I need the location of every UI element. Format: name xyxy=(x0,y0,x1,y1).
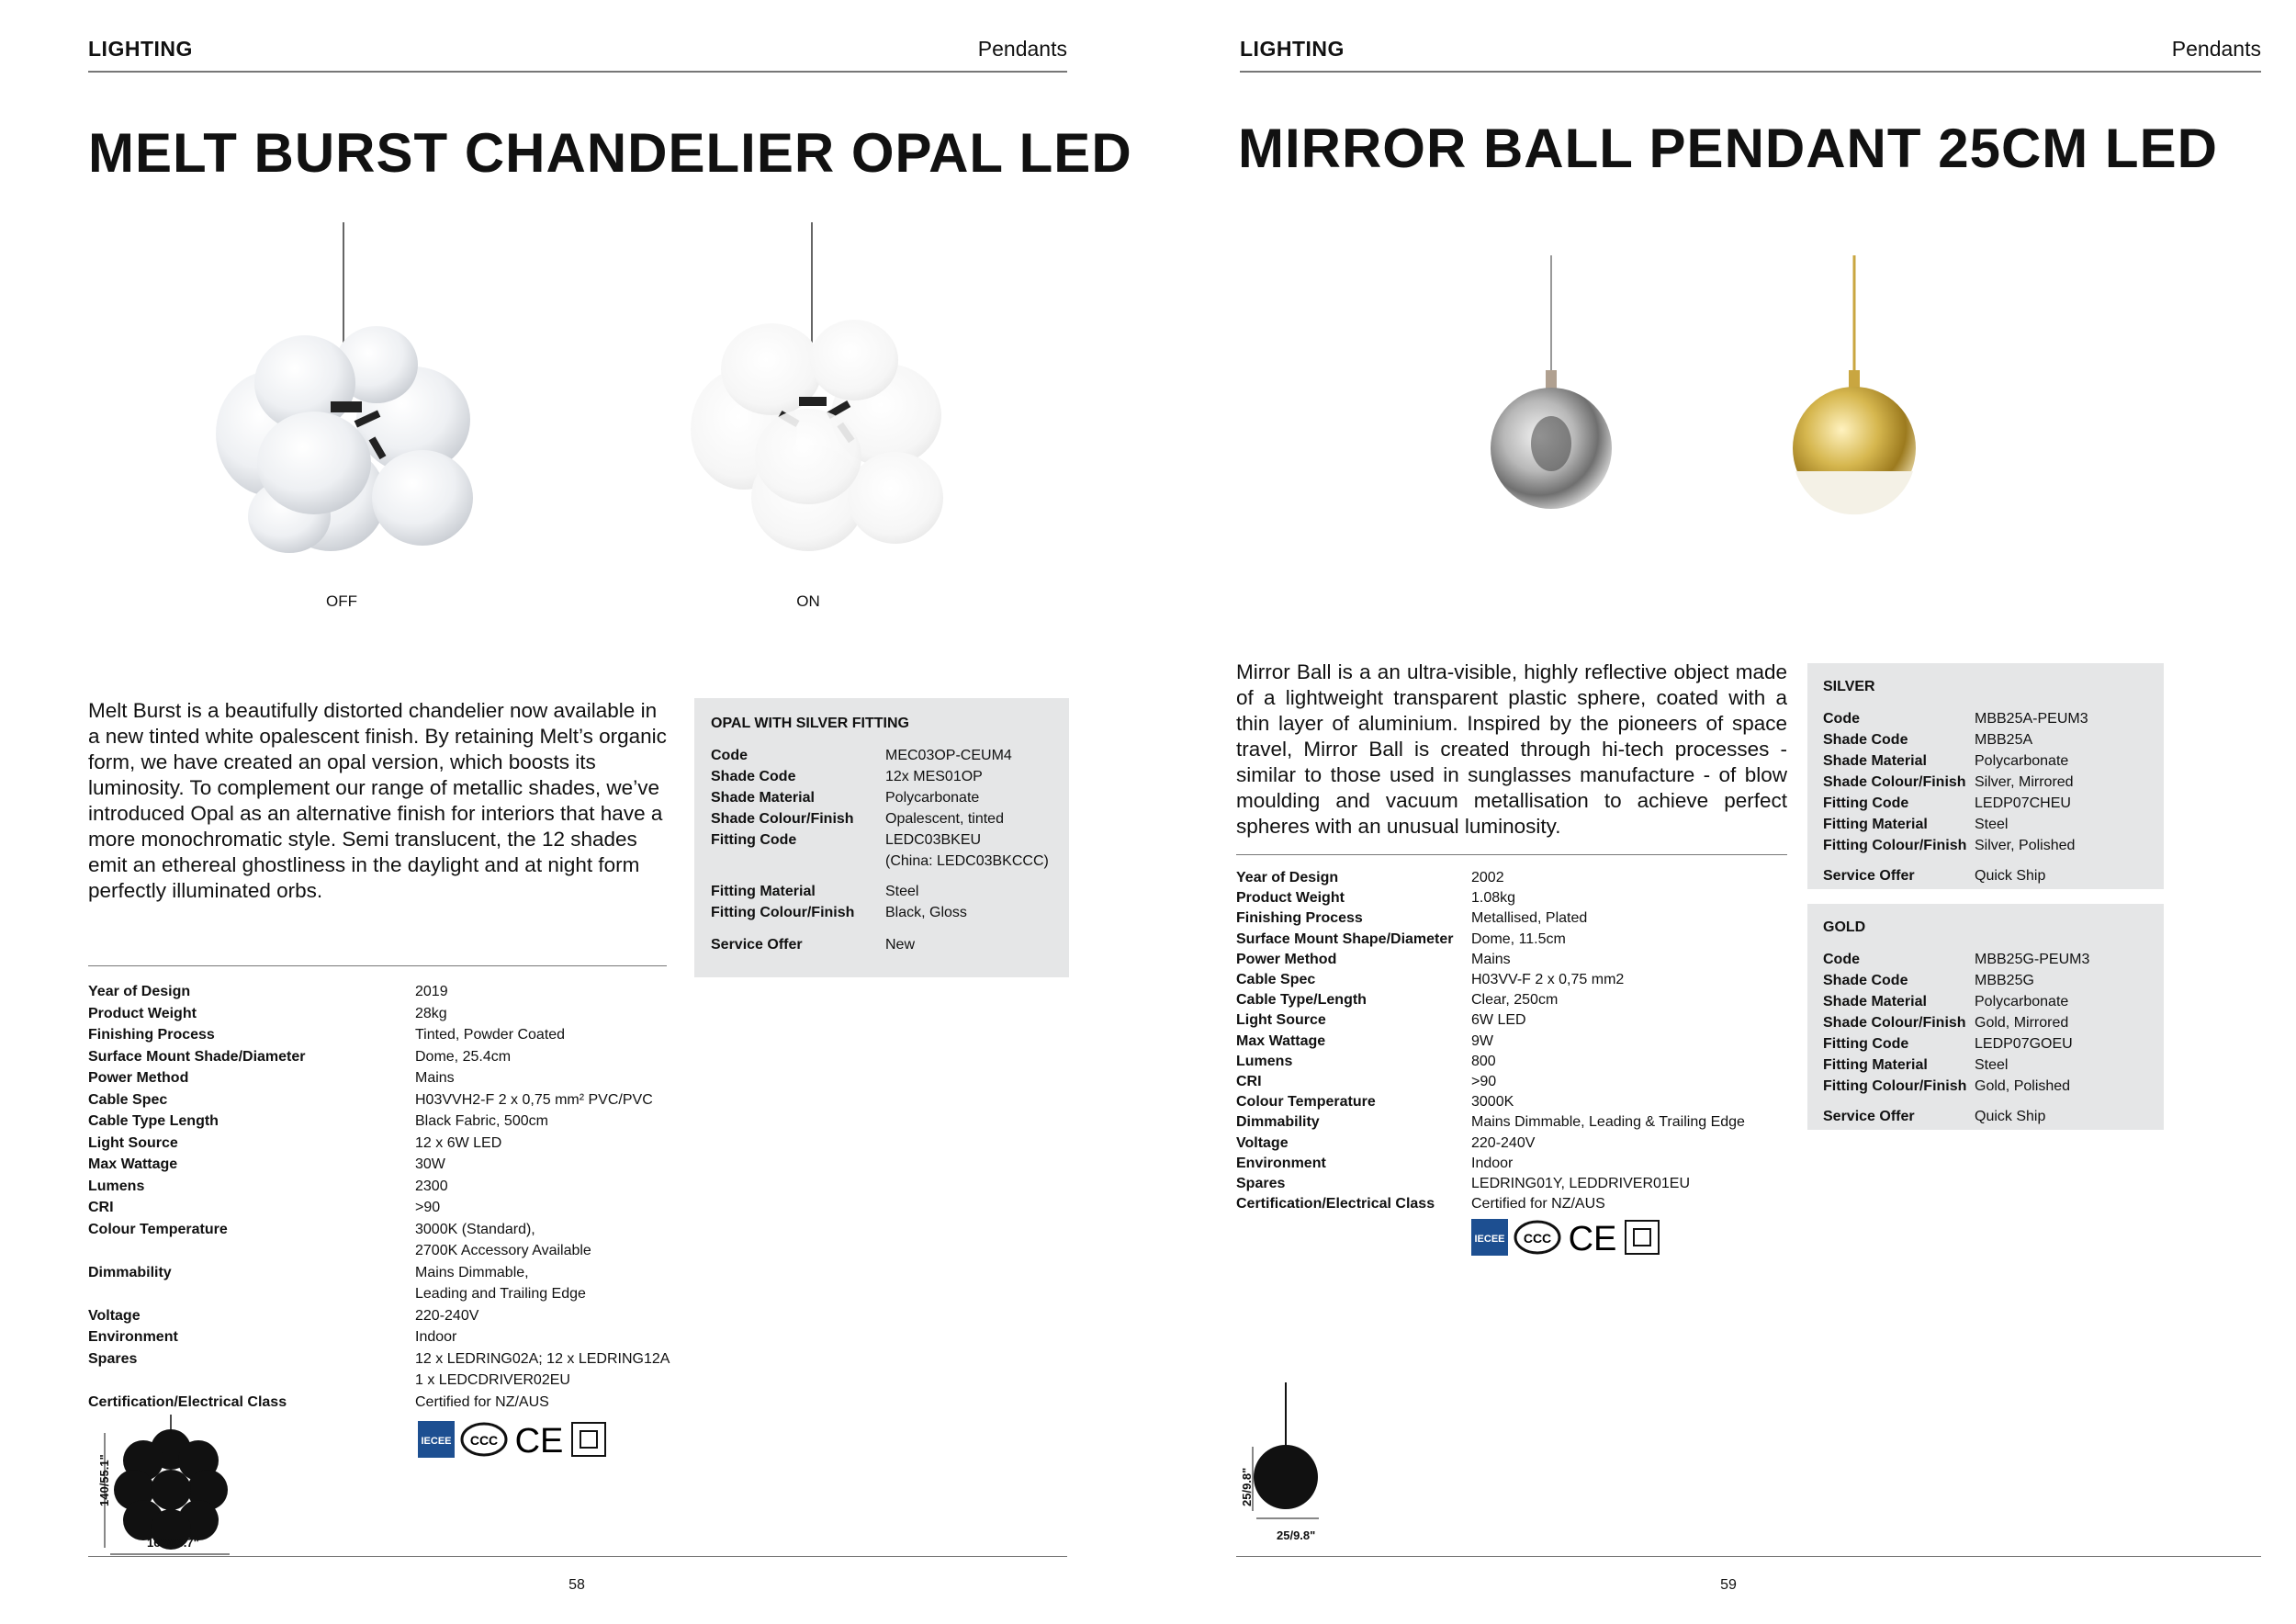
spec-label: Max Wattage xyxy=(1236,1032,1326,1049)
spec-row xyxy=(711,745,1052,766)
spec-value: Opalescent, tinted xyxy=(885,811,1004,827)
spec-label: Fitting Colour/Finish xyxy=(1823,1078,1967,1094)
svg-text:CE: CE xyxy=(1568,1220,1617,1256)
silver-ball-photo xyxy=(1488,255,1616,531)
spec-value: 12x MES01OP xyxy=(885,769,983,784)
spec-label: Cable Type/Length xyxy=(1236,992,1367,1009)
spec-label: Product Weight xyxy=(88,1005,197,1021)
spec-row xyxy=(1823,949,2148,970)
spec-row xyxy=(88,1370,694,1392)
spec-row xyxy=(1823,793,2148,814)
spec-label: Finishing Process xyxy=(88,1027,215,1043)
spec-label: Code xyxy=(1823,952,1860,967)
spec-row xyxy=(1236,1010,1806,1031)
spec-value: 220-240V xyxy=(415,1307,479,1324)
spec-row xyxy=(1823,729,2148,750)
certification-marks xyxy=(1471,1219,1660,1256)
ce-icon xyxy=(1567,1219,1618,1256)
variant-box-opal xyxy=(694,698,1069,977)
spec-row xyxy=(1236,970,1806,990)
spec-row xyxy=(1236,1133,1806,1154)
spec-value: MBB25G-PEUM3 xyxy=(1975,952,2090,967)
iecee-icon xyxy=(418,1421,455,1458)
spec-value: Steel xyxy=(885,884,919,899)
variant-rows xyxy=(1823,708,2148,856)
dimension-height: 25/9.8" xyxy=(1240,1467,1254,1506)
variant-title: OPAL WITH SILVER FITTING xyxy=(711,716,909,731)
spec-row xyxy=(88,1392,694,1414)
spec-label: Fitting Colour/Finish xyxy=(711,905,855,920)
caption-on: ON xyxy=(796,592,820,610)
spec-row xyxy=(88,1133,694,1155)
product-title: MELT BURST CHANDELIER OPAL LED xyxy=(88,122,1132,184)
spec-label xyxy=(88,1370,415,1392)
spec-label: Lumens xyxy=(88,1178,145,1194)
spec-label: Light Source xyxy=(1236,1012,1326,1029)
spec-label: Fitting Material xyxy=(1823,817,1928,832)
variant-title: SILVER xyxy=(1823,679,1875,694)
spec-value: 2002 xyxy=(1471,870,1504,885)
spec-row xyxy=(1823,772,2148,793)
spec-value: Indoor xyxy=(415,1329,457,1345)
spec-value: 12 x LEDRING02A; 12 x LEDRING12A xyxy=(415,1350,670,1367)
spec-value: Polycarbonate xyxy=(1975,994,2069,1009)
spec-row xyxy=(1236,990,1806,1010)
spec-row xyxy=(88,1219,694,1241)
ce-icon xyxy=(513,1421,565,1458)
spec-label: Finishing Process xyxy=(1236,910,1363,927)
spec-value: 220-240V xyxy=(1471,1134,1536,1151)
spec-row xyxy=(88,1305,694,1327)
spec-value: 6W LED xyxy=(1471,1012,1526,1029)
spec-row xyxy=(1823,708,2148,729)
spec-row xyxy=(1823,1076,2148,1097)
category-label: Pendants xyxy=(2171,37,2261,61)
spec-value: 12 x 6W LED xyxy=(415,1134,502,1151)
variant-box-gold xyxy=(1807,904,2164,1130)
section-label: LIGHTING xyxy=(1240,37,1345,61)
spec-value: 3000K (Standard), xyxy=(415,1221,535,1237)
chandelier-on-photo xyxy=(670,222,964,571)
spec-value: >90 xyxy=(1471,1074,1497,1090)
header-rule xyxy=(88,71,1067,73)
dimension-drawing xyxy=(1236,1382,1356,1539)
spec-row xyxy=(1823,750,2148,772)
spec-label: Spares xyxy=(1236,1176,1286,1192)
spec-row xyxy=(1236,1154,1806,1174)
spec-row xyxy=(711,766,1052,787)
spec-value: Polycarbonate xyxy=(885,790,980,806)
spec-label: Fitting Material xyxy=(711,884,816,899)
spec-label: Code xyxy=(1823,711,1860,727)
spec-row xyxy=(88,1089,694,1111)
spec-label: Power Method xyxy=(88,1070,189,1086)
spec-label: Colour Temperature xyxy=(1236,1094,1376,1111)
spec-value: Polycarbonate xyxy=(1975,753,2069,769)
service-offer-label: Service Offer xyxy=(711,937,803,953)
spec-label: Environment xyxy=(1236,1155,1326,1171)
spec-value: LEDP07GOEU xyxy=(1975,1036,2073,1052)
spec-row xyxy=(1823,1033,2148,1054)
spec-value: Steel xyxy=(1975,1057,2009,1073)
spec-label: Certification/Electrical Class xyxy=(1236,1196,1435,1212)
spec-row xyxy=(1823,991,2148,1012)
spec-label: Shade Material xyxy=(711,790,815,806)
service-offer-label: Service Offer xyxy=(1823,868,1915,884)
caption-off: OFF xyxy=(326,592,357,610)
spec-value: LEDRING01Y, LEDDRIVER01EU xyxy=(1471,1176,1691,1192)
spec-label: Light Source xyxy=(88,1134,178,1151)
variant-rows xyxy=(711,745,1052,923)
spec-label: Voltage xyxy=(88,1307,141,1324)
spec-value: 3000K xyxy=(1471,1094,1514,1111)
spec-row xyxy=(88,1067,694,1089)
spec-label: Dimmability xyxy=(88,1264,172,1280)
spec-value: Gold, Mirrored xyxy=(1975,1015,2069,1031)
spec-value: >90 xyxy=(415,1200,441,1215)
page-number: 59 xyxy=(1720,1577,1737,1593)
service-offer-value: Quick Ship xyxy=(1975,868,2046,884)
spec-row xyxy=(711,787,1052,808)
spec-label: Max Wattage xyxy=(88,1156,178,1172)
spec-value: Certified for NZ/AUS xyxy=(1471,1196,1605,1212)
spec-label: Product Weight xyxy=(1236,890,1345,907)
spec-value: Indoor xyxy=(1471,1155,1514,1171)
spec-row xyxy=(711,881,1052,902)
spec-value: LEDC03BKEU xyxy=(885,832,982,848)
svg-text:CE: CE xyxy=(514,1422,564,1458)
spec-row xyxy=(1236,930,1806,950)
class-ii-icon xyxy=(1624,1219,1660,1256)
spec-value: Black, Gloss xyxy=(885,905,967,920)
footer-rule xyxy=(1236,1556,2261,1557)
spec-value: 2700K Accessory Available xyxy=(415,1243,591,1258)
dimension-width: 25/9.8" xyxy=(1277,1528,1316,1542)
service-offer-row xyxy=(1823,865,2148,886)
spec-value: H03VV-F 2 x 0,75 mm2 xyxy=(1471,972,1625,988)
spec-row xyxy=(1236,888,1806,908)
spec-row xyxy=(1823,835,2148,856)
spec-value: H03VVH2-F 2 x 0,75 mm² PVC/PVC xyxy=(415,1091,653,1108)
dimension-width: 162/63.7" xyxy=(147,1536,199,1550)
spec-row xyxy=(1236,1032,1806,1052)
variant-box-silver xyxy=(1807,663,2164,889)
spec-value: Dome, 25.4cm xyxy=(415,1048,512,1065)
spec-row xyxy=(1236,1174,1806,1194)
spec-label: Shade Colour/Finish xyxy=(1823,1015,1966,1031)
service-offer-row xyxy=(711,934,1052,955)
spec-row xyxy=(1823,970,2148,991)
spec-label: Year of Design xyxy=(88,984,191,999)
spec-row xyxy=(88,1024,694,1046)
ccc-icon xyxy=(460,1421,508,1458)
spec-label: Colour Temperature xyxy=(88,1221,228,1237)
spec-label: Spares xyxy=(88,1350,138,1367)
spec-row xyxy=(88,981,694,1003)
right-page xyxy=(1148,0,2296,1624)
spec-row xyxy=(711,902,1052,923)
spec-label: Shade Material xyxy=(1823,753,1927,769)
service-offer-value: New xyxy=(885,937,916,953)
spec-label: Shade Code xyxy=(1823,973,1908,988)
spec-value: 1 x LEDCDRIVER02EU xyxy=(415,1372,570,1388)
spec-value: Mains Dimmable, xyxy=(415,1264,529,1280)
iecee-icon xyxy=(1471,1219,1508,1256)
spec-row xyxy=(88,1154,694,1176)
spec-table xyxy=(88,981,694,1413)
spec-label: Cable Spec xyxy=(1236,972,1316,988)
spec-value: Black Fabric, 500cm xyxy=(415,1113,548,1129)
spec-value: Silver, Polished xyxy=(1975,838,2076,853)
spec-value: Steel xyxy=(1975,817,2009,832)
spec-label: Lumens xyxy=(1236,1053,1293,1069)
svg-text:CCC: CCC xyxy=(469,1433,499,1448)
spec-label: Fitting Code xyxy=(1823,795,1909,811)
spec-value: MBB25G xyxy=(1975,973,2034,988)
header-rule xyxy=(1240,71,2261,73)
spec-value: LEDP07CHEU xyxy=(1975,795,2071,811)
spec-row xyxy=(88,1326,694,1348)
spec-row xyxy=(88,1046,694,1068)
gold-ball-photo xyxy=(1791,255,1919,531)
spec-value: 2300 xyxy=(415,1178,448,1194)
spec-row xyxy=(1236,908,1806,929)
svg-text:IECEE: IECEE xyxy=(1474,1234,1505,1245)
chandelier-off-photo xyxy=(193,222,487,571)
spec-row xyxy=(88,1003,694,1025)
spec-label: Environment xyxy=(88,1329,178,1345)
service-offer-value: Quick Ship xyxy=(1975,1109,2046,1124)
spec-label: Certification/Electrical Class xyxy=(88,1393,287,1410)
spec-value: 800 xyxy=(1471,1053,1496,1069)
spec-value: Certified for NZ/AUS xyxy=(415,1393,549,1410)
spec-value: 2019 xyxy=(415,984,448,999)
spec-label: Fitting Code xyxy=(711,832,797,848)
spec-value: Mains xyxy=(1471,951,1511,967)
spec-row xyxy=(711,829,1052,851)
spec-value: Mains xyxy=(415,1070,455,1086)
page-number: 58 xyxy=(568,1577,585,1593)
spec-row xyxy=(1236,950,1806,970)
spec-value: Gold, Polished xyxy=(1975,1078,2071,1094)
spec-row xyxy=(88,1348,694,1370)
ccc-icon xyxy=(1514,1219,1561,1256)
svg-text:IECEE: IECEE xyxy=(421,1436,452,1447)
spec-value: Metallised, Plated xyxy=(1471,910,1588,927)
service-offer-label: Service Offer xyxy=(1823,1109,1915,1124)
variant-title: GOLD xyxy=(1823,919,1866,935)
class-ii-icon xyxy=(570,1421,607,1458)
spec-row xyxy=(88,1283,694,1305)
spec-label: CRI xyxy=(88,1200,114,1215)
spec-label: Cable Type Length xyxy=(88,1113,219,1129)
spec-label: CRI xyxy=(1236,1074,1262,1090)
spec-row xyxy=(1236,1072,1806,1092)
spec-value: MBB25A-PEUM3 xyxy=(1975,711,2088,727)
footer-rule xyxy=(88,1556,1067,1557)
spec-row xyxy=(1823,814,2148,835)
spec-value: MEC03OP-CEUM4 xyxy=(885,748,1012,763)
spec-value: MBB25A xyxy=(1975,732,2033,748)
spec-row xyxy=(1823,1054,2148,1076)
description-rule xyxy=(1236,854,1787,855)
spec-label xyxy=(711,851,885,872)
service-offer-row xyxy=(1823,1106,2148,1127)
spec-row xyxy=(711,808,1052,829)
spec-value: 30W xyxy=(415,1156,445,1172)
spec-label: Surface Mount Shade/Diameter xyxy=(88,1048,306,1065)
spec-label: Power Method xyxy=(1236,951,1337,967)
spec-value: 9W xyxy=(1471,1032,1493,1049)
product-description: Melt Burst is a beautifully distorted chandelier now available in a new tinted white opalescent finish. By retaining Melt’s organic form, we have created an opal version, which boosts its luminosity. To complement our range of metallic shades, we’ve introduced Opal as an alternative finish for interiors that have a more monochromatic style. Semi translucent, the 12 shades emit an ethereal ghostliness in the daylight and at night form perfectly illuminated orbs. xyxy=(88,699,667,902)
spec-label: Dimmability xyxy=(1236,1114,1320,1131)
spec-value: 28kg xyxy=(415,1005,447,1021)
variant-rows xyxy=(1823,949,2148,1097)
spec-value: 1.08kg xyxy=(1471,890,1516,907)
spec-label: Surface Mount Shape/Diameter xyxy=(1236,930,1454,947)
spec-table xyxy=(1236,868,1806,1214)
spec-label xyxy=(88,1283,415,1305)
spec-value: Leading and Trailing Edge xyxy=(415,1286,586,1302)
spec-label: Voltage xyxy=(1236,1134,1289,1151)
product-description: Mirror Ball is a an ultra-visible, highly reflective object made of a lightweight transparent plastic sphere, coated with a thin layer of aluminium. Inspired by the pioneers of space travel, Mirror Ball is created through hi-tech processes - similar to those used in sunglasses manufacture - of blow moulding and vacuum metallisation to achieve perfect spheres with an unusual luminosity. xyxy=(1236,660,1787,838)
spec-row xyxy=(88,1240,694,1262)
spec-value: Clear, 250cm xyxy=(1471,992,1559,1009)
spec-label: Fitting Material xyxy=(1823,1057,1928,1073)
section-label: LIGHTING xyxy=(88,37,193,61)
spec-label: Shade Colour/Finish xyxy=(711,811,854,827)
certification-marks xyxy=(418,1421,607,1458)
spec-row xyxy=(1823,1012,2148,1033)
spec-label: Cable Spec xyxy=(88,1091,168,1108)
spec-value: (China: LEDC03BKCCC) xyxy=(885,853,1049,869)
spec-label xyxy=(88,1240,415,1262)
spec-row xyxy=(1236,1112,1806,1133)
spec-value: Silver, Mirrored xyxy=(1975,774,2074,790)
spec-row xyxy=(711,851,1052,872)
spec-label: Fitting Colour/Finish xyxy=(1823,838,1967,853)
category-label: Pendants xyxy=(977,37,1067,61)
spec-label: Code xyxy=(711,748,748,763)
spec-row xyxy=(1236,1194,1806,1214)
spec-row xyxy=(88,1197,694,1219)
spec-row xyxy=(1236,868,1806,888)
spec-row xyxy=(88,1262,694,1284)
svg-text:CCC: CCC xyxy=(1523,1231,1552,1246)
spec-row xyxy=(1236,1092,1806,1112)
spec-label: Shade Code xyxy=(711,769,796,784)
dimension-height: 140/55.1" xyxy=(97,1454,111,1506)
spec-row xyxy=(88,1176,694,1198)
description-rule xyxy=(88,965,667,966)
spec-row xyxy=(88,1111,694,1133)
spec-value: Tinted, Powder Coated xyxy=(415,1027,566,1043)
product-title: MIRROR BALL PENDANT 25CM LED xyxy=(1238,118,2218,179)
spec-value: Dome, 11.5cm xyxy=(1471,930,1566,947)
spec-label: Fitting Code xyxy=(1823,1036,1909,1052)
spec-label: Shade Code xyxy=(1823,732,1908,748)
spec-value: Mains Dimmable, Leading & Trailing Edge xyxy=(1471,1114,1745,1131)
spec-row xyxy=(1236,1052,1806,1072)
spec-label: Year of Design xyxy=(1236,870,1339,885)
spec-label: Shade Colour/Finish xyxy=(1823,774,1966,790)
spec-label: Shade Material xyxy=(1823,994,1927,1009)
